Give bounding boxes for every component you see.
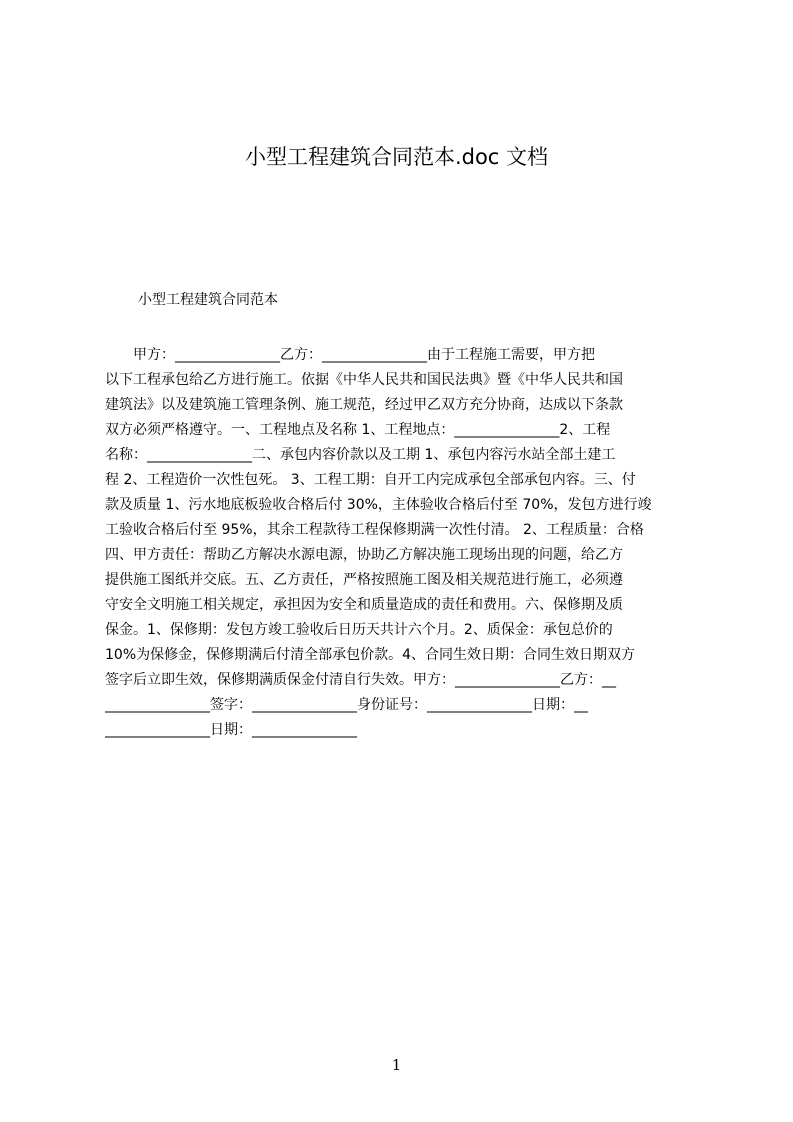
page-number: 1 (391, 1056, 402, 1074)
body-line: 程 2、工程造价一次性包死。 3、工程工期：自开工内完成承包全部承包内容。三、付 (105, 472, 636, 488)
body-line: _______________签字：_______________身份证号：_______________日期：__ (105, 697, 588, 713)
body-line: 甲方：_______________乙方：_______________由于工程施工需要，甲方把 (105, 347, 595, 363)
body-line: 四、甲方责任：帮助乙方解决水源电源，协助乙方解决施工现场出现的问题，给乙方 (105, 547, 623, 563)
body-line: 工验收合格后付至 95%，其余工程款待工程保修期满一次性付清。 2、工程质量：合格 (105, 522, 644, 538)
body-line: 签字后立即生效，保修期满质保金付清自行失效。甲方：_______________乙方：__ (105, 672, 616, 688)
document-subtitle: 小型工程建筑合同范本 (138, 292, 278, 308)
body-line: 提供施工图纸并交底。五、乙方责任，严格按照施工图及相关规范进行施工，必须遵 (105, 572, 623, 588)
body-line: 10%为保修金，保修期满后付清全部承包价款。4、合同生效日期：合同生效日期双方 (105, 647, 636, 663)
body-line: 建筑法》以及建筑施工管理条例、施工规范，经过甲乙双方充分协商，达成以下条款 (105, 397, 623, 413)
body-line: 保金。1、保修期：发包方竣工验收后日历天共计六个月。2、质保金：承包总价的 (105, 622, 613, 638)
document-body (105, 343, 697, 743)
body-line: 以下工程承包给乙方进行施工。依据《中华人民共和国民法典》暨《中华人民共和国 (105, 372, 623, 388)
body-line: 双方必须严格遵守。一、工程地点及名称 1、工程地点：_______________2、工程 (105, 422, 611, 438)
body-line: _______________日期：_______________ (105, 722, 357, 738)
body-line: 守安全文明施工相关规定，承担因为安全和质量造成的责任和费用。六、保修期及质 (105, 597, 623, 613)
body-line: 名称：_______________二、承包内容价款以及工期 1、承包内容污水站全部土建工 (105, 447, 616, 463)
document-title: 小型工程建筑合同范本.doc 文档 (244, 145, 549, 169)
body-line: 款及质量 1、污水地底板验收合格后付 30%，主体验收合格后付至 70%，发包方进行竣 (105, 497, 652, 513)
